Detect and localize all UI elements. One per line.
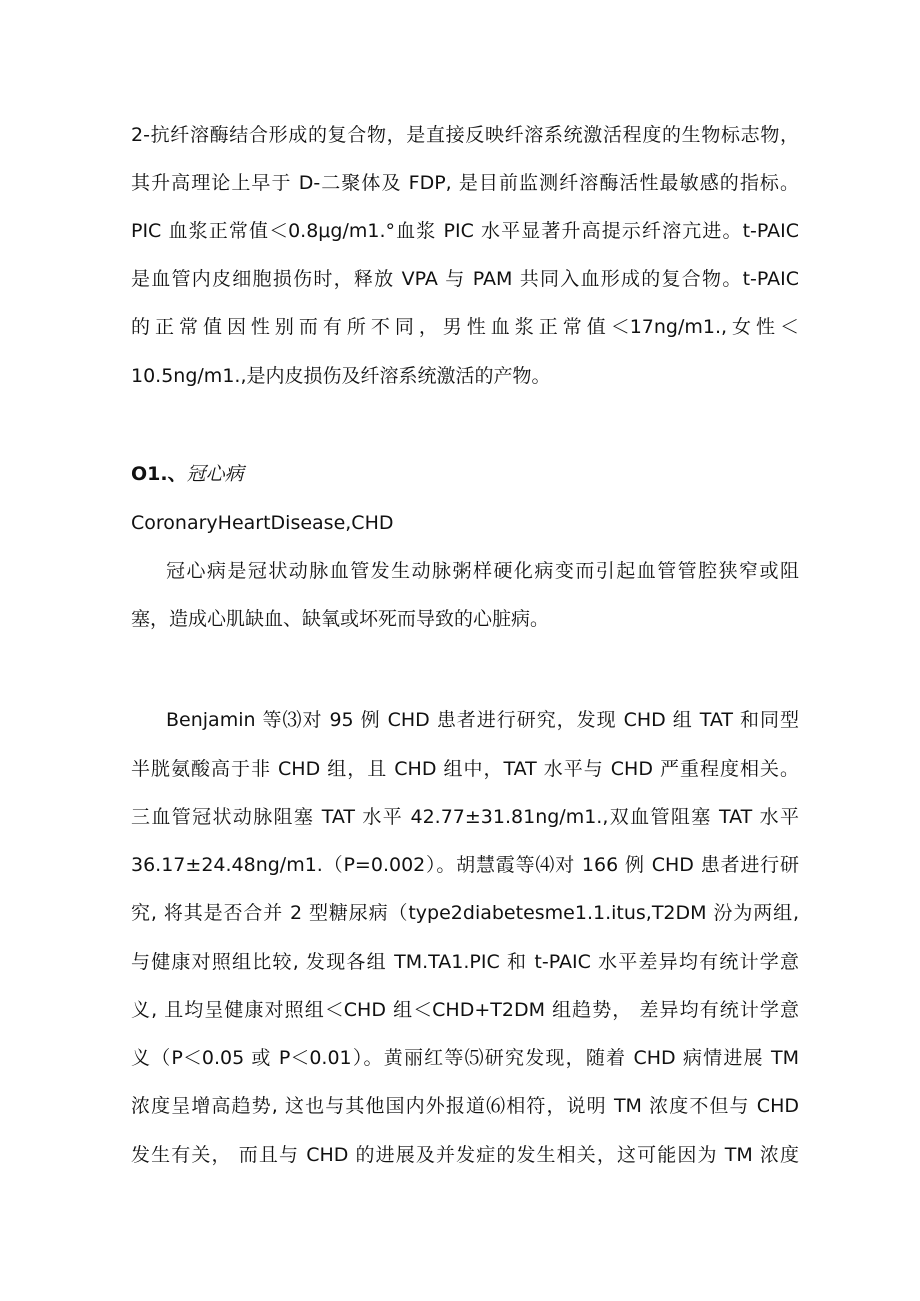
text-line: 冠心病是冠状动脉血管发生动脉粥样硬化病变而引起血管管腔狭窄或阻 xyxy=(166,560,799,582)
text-line: PIC 血浆正常值＜0.8μg∕m1.°血浆 PIC 水平显著升高提示纤溶亢进。t-PAIC xyxy=(131,220,799,242)
text-line: 浓度呈增高趋势, 这也与其他国内外报道⑹相符，说明 TM 浓度不但与 CHD xyxy=(131,1095,799,1117)
text-line: 10.5ng∕m1.,是内皮损伤及纤溶系统激活的产物。 xyxy=(131,365,551,387)
text-line: Benjamin 等⑶对 95 例 CHD 患者进行研究，发现 CHD 组 TAT 和同型 xyxy=(166,709,799,731)
text-line: 其升高理论上早于 D-二聚体及 FDP, 是目前监测纤溶酶活性最敏感的指标。 xyxy=(131,172,799,194)
text-line: 发生有关， 而且与 CHD 的进展及并发症的发生相关，这可能因为 TM 浓度 xyxy=(131,1144,799,1166)
text-line: 半胱氨酸高于非 CHD 组，且 CHD 组中，TAT 水平与 CHD 严重程度相关。 xyxy=(131,758,799,780)
text-line: 与健康对照组比较, 发现各组 TM.TA1.PIC 和 t-PAIC 水平差异均有统计学意 xyxy=(131,951,799,973)
section-heading xyxy=(131,461,799,487)
section-number: O1.、 xyxy=(131,463,187,485)
text-line: 是血管内皮细胞损伤时，释放 VPA 与 PAM 共同入血形成的复合物。t-PAIC xyxy=(131,268,799,290)
text-line: 义, 且均呈健康对照组＜CHD 组＜CHD+T2DM 组趋势， 差异均有统计学意 xyxy=(131,999,799,1021)
text-line: 究, 将其是否合并 2 型糖尿病（type2diabetesme1.1.itus,T2DM 汾为两组, xyxy=(131,902,799,924)
text-line: 塞，造成心肌缺血、缺氧或坏死而导致的心脏病。 xyxy=(131,608,550,630)
text-line: 2-抗纤溶酶结合形成的复合物，是直接反映纤溶系统激活程度的生物标志物， xyxy=(131,124,799,146)
section-english-title: CoronaryHeartDisease,CHD xyxy=(131,512,394,534)
text-line: 义（P＜0.05 或 P＜0.01）。黄丽红等⑸研究发现，随着 CHD 病情进展 TM xyxy=(131,1047,799,1069)
text-line: 的正常值因性别而有所不同，男性血浆正常值＜17ng∕m1.,女性＜ xyxy=(131,316,799,338)
section-title: 冠心病 xyxy=(186,463,244,485)
text-line: 36.17±24.48ng∕m1.（P=0.002）。胡慧霞等⑷对 166 例 CHD 患者进行研 xyxy=(131,854,799,876)
text-line: 三血管冠状动脉阻塞 TAT 水平 42.77±31.81ng∕m1.,双血管阻塞 TAT 水平 xyxy=(131,806,799,828)
